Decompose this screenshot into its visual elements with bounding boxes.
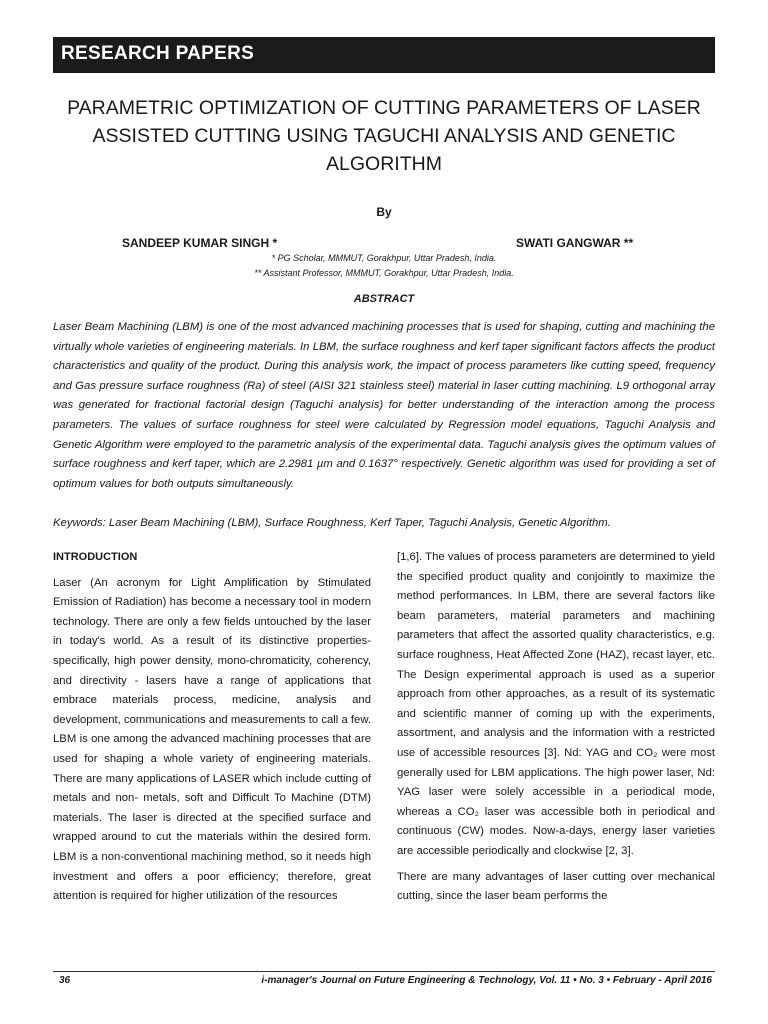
keywords: Keywords: Laser Beam Machining (LBM), Surface Roughness, Kerf Taper, Taguchi Analysis, Genetic Algorithm. (53, 517, 611, 529)
section-banner (53, 37, 715, 73)
right-column (397, 548, 715, 907)
abstract-heading: ABSTRACT (353, 293, 415, 305)
affiliation-2: ** Assistant Professor, MMMUT, Gorakhpur, Uttar Pradesh, India. (254, 268, 514, 278)
intro-paragraph-left: Laser (An acronym for Light Amplification by Stimulated Emission of Radiation) has become a necessary tool in modern technology. There are only a few fields untouched by the laser in today's world. As a result of its distinctive properties-specifically, high power density, mono-chromaticity, coherency, and directivity - lasers have a range of applications that embrace materials process, medicine, analysis and development, communications and measurements to call a few. LBM is one among the advanced machining processes that are used for shaping a whole variety of engineering materials. There are many applications of LASER which include cutting of metals and non- metals, soft and Difficult To Machine (DTM) materials. The laser is directed at the specified surface and wrapped around to cut the materials within the desired form. LBM is a non-conventional machining method, so it needs high investment and offers a poor efficiency; therefore, great attention is required for higher utilization of the resources (53, 576, 371, 903)
left-column (53, 548, 371, 907)
journal-citation: i-manager's Journal on Future Engineering & Technology, Vol. 11 • No. 3 • February - April 2016 (261, 975, 712, 986)
paper-title (53, 94, 715, 178)
affiliation-1: * PG Scholar, MMMUT, Gorakhpur, Uttar Pradesh, India. (271, 253, 497, 263)
footer-divider (53, 971, 715, 972)
introduction-heading: INTRODUCTION (53, 551, 138, 563)
title-line: ASSISTED CUTTING USING TAGUCHI ANALYSIS AND GENETIC (92, 125, 676, 147)
author-1: SANDEEP KUMAR SINGH * (122, 236, 278, 250)
page-number: 36 (59, 975, 71, 986)
abstract-text: Laser Beam Machining (LBM) is one of the most advanced machining processes that is used for shaping, cutting and machining the virtually whole varieties of engineering materials. In LBM, the surface roughness and kerf taper significant factors affects the product characteristics and quality of the product. During this analysis work, the impact of process parameters like cutting speed, frequency and Gas pressure surface roughness (Ra) of steel (AISI 321 stainless steel) material in laser cutting machining. L9 orthogonal array was generated for fractional factorial design (Taguchi analysis) for better understanding of the interaction among the process parameters. The values of surface roughness for steel were calculated by Regression model equations, Taguchi Analysis and Genetic Algorithm were employed to the parametric analysis of the experimental data. Taguchi analysis gives the optimum values of surface roughness and kerf taper, which are 2.2981 µm and 0.1637° respectively. Genetic algorithm was used for providing a set of optimum values for both outputs simultaneously. (53, 321, 715, 490)
section-banner-label: RESEARCH PAPERS (61, 43, 255, 64)
intro-paragraph-right-1: [1,6]. The values of process parameters are determined to yield the specified product quality and conjointly to maximize the method performances. In LBM, there are several factors like beam parameters, material parameters and machining parameters that affect the assorted quality characteristics, e.g. surface roughness, Heat Affected Zone (HAZ), recast layer, etc. The Design experimental approach is used as a superior approach from other approaches, as a result of its systematic and scientific manner of coming up with the experiments, assortment, and analysis and the information with a restricted use of accessible resources [3]. Nd: YAG and CO₂ were most generally used for LBM applications. The high power laser, Nd: YAG laser were solely accessible in a periodical mode, whereas a CO₂ laser was accessible both in periodical and continuous (CW) modes. Now-a-days, energy laser varieties are accessible periodically and clockwise [2, 3]. (397, 551, 715, 857)
intro-paragraph-right-2: There are many advantages of laser cutting over mechanical cutting, since the laser beam performs the (397, 870, 715, 903)
by-label: By (376, 205, 392, 219)
title-line: ALGORITHM (326, 153, 442, 175)
title-line: PARAMETRIC OPTIMIZATION OF CUTTING PARAMETERS OF LASER (67, 97, 701, 119)
author-2: SWATI GANGWAR ** (516, 236, 634, 250)
